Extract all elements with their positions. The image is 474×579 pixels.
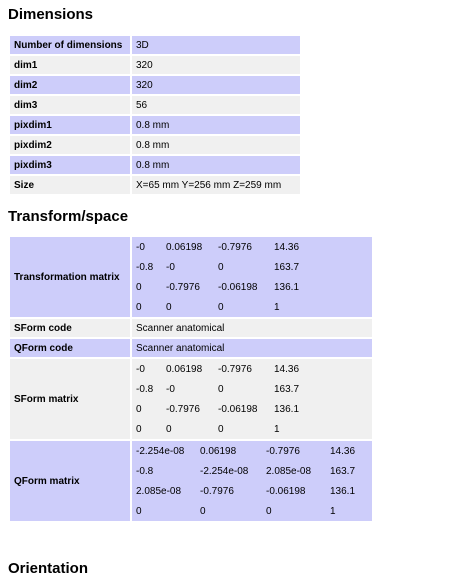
transform-table	[8, 235, 374, 523]
table-row	[10, 96, 300, 114]
matrix-cell: -0.8	[136, 465, 154, 477]
row-value: 56	[132, 96, 300, 114]
qform-code-label: QForm code	[10, 339, 130, 357]
row-value: 320	[132, 76, 300, 94]
matrix-cell: 0	[166, 423, 172, 435]
matrix-cell: 0	[266, 505, 272, 517]
matrix-cell: 0	[218, 423, 224, 435]
row-value: 0.8 mm	[132, 156, 300, 174]
matrix-row	[136, 359, 314, 379]
matrix-cell: 0	[136, 505, 142, 517]
table-row	[10, 237, 372, 317]
matrix-cell: -0.06198	[218, 403, 258, 415]
matrix-cell: -0.7976	[200, 485, 234, 497]
matrix-row	[136, 501, 366, 521]
row-label: dim1	[10, 56, 130, 74]
table-row	[10, 156, 300, 174]
transformation-matrix-grid	[136, 237, 314, 317]
matrix-cell: 0.06198	[166, 241, 203, 253]
matrix-cell: 0	[218, 383, 224, 395]
table-row	[10, 76, 300, 94]
matrix-cell: 14.36	[330, 445, 356, 457]
matrix-cell: -2.254e-08	[200, 465, 249, 477]
row-value: 0.8 mm	[132, 136, 300, 154]
matrix-cell: 163.7	[330, 465, 356, 477]
row-label: pixdim3	[10, 156, 130, 174]
matrix-cell: -0	[166, 261, 175, 273]
sform-code-label: SForm code	[10, 319, 130, 337]
matrix-cell: 136.1	[274, 281, 300, 293]
matrix-cell: -0.8	[136, 383, 154, 395]
table-row	[10, 359, 372, 439]
table-row	[10, 136, 300, 154]
row-value: 320	[132, 56, 300, 74]
dimensions-table	[8, 34, 302, 196]
table-row	[10, 176, 300, 194]
matrix-cell: 0	[136, 403, 142, 415]
table-row	[10, 116, 300, 134]
matrix-cell: -0.7976	[166, 281, 200, 293]
dimensions-heading: Dimensions	[8, 6, 94, 23]
matrix-cell: -0.7976	[218, 363, 252, 375]
matrix-cell: 0	[136, 281, 142, 293]
matrix-cell: 14.36	[274, 241, 300, 253]
table-row	[10, 339, 372, 357]
row-label: pixdim2	[10, 136, 130, 154]
row-value: 0.8 mm	[132, 116, 300, 134]
matrix-row	[136, 441, 366, 461]
table-row	[10, 319, 372, 337]
table-row	[10, 56, 300, 74]
matrix-cell: 2.085e-08	[136, 485, 182, 497]
matrix-cell: 163.7	[274, 261, 300, 273]
matrix-cell: -0.06198	[266, 485, 306, 497]
row-label: pixdim1	[10, 116, 130, 134]
matrix-row	[136, 297, 314, 317]
transformation-matrix-label: Transformation matrix	[10, 237, 130, 317]
row-label: Size	[10, 176, 130, 194]
matrix-cell: 1	[330, 505, 336, 517]
matrix-cell: 0	[136, 423, 142, 435]
matrix-cell: 0.06198	[166, 363, 203, 375]
matrix-cell: -0.7976	[166, 403, 200, 415]
matrix-row	[136, 257, 314, 277]
matrix-row	[136, 237, 314, 257]
matrix-cell: 0	[218, 301, 224, 313]
matrix-cell: 0	[200, 505, 206, 517]
matrix-row	[136, 277, 314, 297]
matrix-cell: -0	[136, 241, 145, 253]
matrix-cell: -0.8	[136, 261, 154, 273]
matrix-cell: 2.085e-08	[266, 465, 312, 477]
matrix-cell: -0.06198	[218, 281, 258, 293]
matrix-row	[136, 399, 314, 419]
transform-heading: Transform/space	[8, 208, 129, 225]
matrix-cell: 0	[218, 261, 224, 273]
matrix-cell: 0	[136, 301, 142, 313]
qform-matrix-value	[132, 441, 372, 521]
matrix-cell: -2.254e-08	[136, 445, 185, 457]
sform-matrix-grid	[136, 359, 314, 439]
transformation-matrix-value	[132, 237, 372, 317]
matrix-cell: -0.7976	[218, 241, 252, 253]
matrix-cell: -0	[136, 363, 145, 375]
row-label: dim2	[10, 76, 130, 94]
matrix-row	[136, 461, 366, 481]
matrix-cell: 14.36	[274, 363, 300, 375]
orientation-heading: Orientation	[8, 560, 89, 577]
table-row	[10, 441, 372, 521]
row-value: X=65 mm Y=256 mm Z=259 mm	[132, 176, 300, 194]
sform-code-value: Scanner anatomical	[132, 319, 372, 337]
row-value: 3D	[132, 36, 300, 54]
matrix-cell: 0	[166, 301, 172, 313]
matrix-row	[136, 379, 314, 399]
qform-matrix-grid	[136, 441, 366, 521]
matrix-cell: -0	[166, 383, 175, 395]
row-label: dim3	[10, 96, 130, 114]
table-row	[10, 36, 300, 54]
matrix-cell: 163.7	[274, 383, 300, 395]
matrix-cell: 0.06198	[200, 445, 237, 457]
matrix-cell: 136.1	[330, 485, 356, 497]
row-label: Number of dimensions	[10, 36, 130, 54]
matrix-cell: 1	[274, 423, 280, 435]
matrix-row	[136, 419, 314, 439]
sform-matrix-label: SForm matrix	[10, 359, 130, 439]
matrix-row	[136, 481, 366, 501]
qform-matrix-label: QForm matrix	[10, 441, 130, 521]
matrix-cell: 1	[274, 301, 280, 313]
qform-code-value: Scanner anatomical	[132, 339, 372, 357]
matrix-cell: 136.1	[274, 403, 300, 415]
matrix-cell: -0.7976	[266, 445, 300, 457]
sform-matrix-value	[132, 359, 372, 439]
